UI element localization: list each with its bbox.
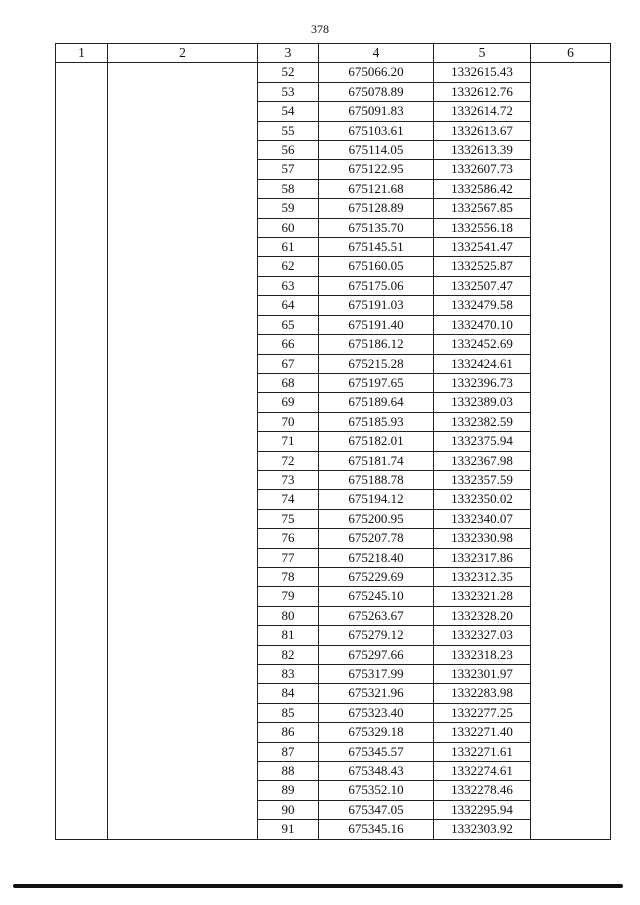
y-coordinate-cell: 1332541.47 — [434, 238, 531, 257]
point-number-cell: 69 — [258, 393, 319, 412]
column-header: 6 — [531, 44, 611, 63]
x-coordinate-cell: 675135.70 — [319, 218, 434, 237]
y-coordinate-cell: 1332330.98 — [434, 529, 531, 548]
x-coordinate-cell: 675175.06 — [319, 276, 434, 295]
x-coordinate-cell: 675348.43 — [319, 762, 434, 781]
y-coordinate-cell: 1332295.94 — [434, 800, 531, 819]
point-number-cell: 70 — [258, 412, 319, 431]
point-number-cell: 74 — [258, 490, 319, 509]
x-coordinate-cell: 675181.74 — [319, 451, 434, 470]
x-coordinate-cell: 675185.93 — [319, 412, 434, 431]
y-coordinate-cell: 1332525.87 — [434, 257, 531, 276]
point-number-cell: 89 — [258, 781, 319, 800]
y-coordinate-cell: 1332375.94 — [434, 432, 531, 451]
y-coordinate-cell: 1332278.46 — [434, 781, 531, 800]
x-coordinate-cell: 675091.83 — [319, 102, 434, 121]
column-header: 3 — [258, 44, 319, 63]
point-number-cell: 57 — [258, 160, 319, 179]
x-coordinate-cell: 675345.57 — [319, 742, 434, 761]
y-coordinate-cell: 1332303.92 — [434, 820, 531, 839]
point-number-cell: 82 — [258, 645, 319, 664]
point-number-cell: 76 — [258, 529, 319, 548]
y-coordinate-cell: 1332389.03 — [434, 393, 531, 412]
coordinates-table — [55, 43, 611, 840]
y-coordinate-cell: 1332301.97 — [434, 665, 531, 684]
point-number-cell: 85 — [258, 703, 319, 722]
point-number-cell: 66 — [258, 335, 319, 354]
x-coordinate-cell: 675191.03 — [319, 296, 434, 315]
y-coordinate-cell: 1332274.61 — [434, 762, 531, 781]
y-coordinate-cell: 1332318.23 — [434, 645, 531, 664]
x-coordinate-cell: 675329.18 — [319, 723, 434, 742]
point-number-cell: 67 — [258, 354, 319, 373]
y-coordinate-cell: 1332321.28 — [434, 587, 531, 606]
bottom-rule — [13, 884, 623, 888]
point-number-cell: 86 — [258, 723, 319, 742]
y-coordinate-cell: 1332452.69 — [434, 335, 531, 354]
y-coordinate-cell: 1332382.59 — [434, 412, 531, 431]
col1-cell — [56, 63, 108, 839]
x-coordinate-cell: 675345.16 — [319, 820, 434, 839]
point-number-cell: 91 — [258, 820, 319, 839]
point-number-cell: 62 — [258, 257, 319, 276]
x-coordinate-cell: 675229.69 — [319, 567, 434, 586]
x-coordinate-cell: 675145.51 — [319, 238, 434, 257]
x-coordinate-cell: 675321.96 — [319, 684, 434, 703]
point-number-cell: 83 — [258, 665, 319, 684]
point-number-cell: 88 — [258, 762, 319, 781]
point-number-cell: 61 — [258, 238, 319, 257]
point-number-cell: 59 — [258, 199, 319, 218]
x-coordinate-cell: 675182.01 — [319, 432, 434, 451]
y-coordinate-cell: 1332340.07 — [434, 509, 531, 528]
x-coordinate-cell: 675215.28 — [319, 354, 434, 373]
y-coordinate-cell: 1332396.73 — [434, 373, 531, 392]
table-row — [56, 63, 611, 82]
y-coordinate-cell: 1332607.73 — [434, 160, 531, 179]
x-coordinate-cell: 675218.40 — [319, 548, 434, 567]
x-coordinate-cell: 675323.40 — [319, 703, 434, 722]
column-header: 5 — [434, 44, 531, 63]
y-coordinate-cell: 1332612.76 — [434, 82, 531, 101]
column-header: 1 — [56, 44, 108, 63]
col2-cell — [108, 63, 258, 839]
y-coordinate-cell: 1332479.58 — [434, 296, 531, 315]
x-coordinate-cell: 675207.78 — [319, 529, 434, 548]
x-coordinate-cell: 675066.20 — [319, 63, 434, 82]
y-coordinate-cell: 1332556.18 — [434, 218, 531, 237]
point-number-cell: 65 — [258, 315, 319, 334]
point-number-cell: 60 — [258, 218, 319, 237]
x-coordinate-cell: 675317.99 — [319, 665, 434, 684]
x-coordinate-cell: 675352.10 — [319, 781, 434, 800]
y-coordinate-cell: 1332271.61 — [434, 742, 531, 761]
point-number-cell: 75 — [258, 509, 319, 528]
point-number-cell: 73 — [258, 470, 319, 489]
y-coordinate-cell: 1332567.85 — [434, 199, 531, 218]
column-header: 4 — [319, 44, 434, 63]
point-number-cell: 64 — [258, 296, 319, 315]
point-number-cell: 71 — [258, 432, 319, 451]
point-number-cell: 72 — [258, 451, 319, 470]
table-header-row — [56, 44, 611, 63]
point-number-cell: 90 — [258, 800, 319, 819]
point-number-cell: 81 — [258, 626, 319, 645]
y-coordinate-cell: 1332328.20 — [434, 606, 531, 625]
column-header: 2 — [108, 44, 258, 63]
x-coordinate-cell: 675200.95 — [319, 509, 434, 528]
x-coordinate-cell: 675191.40 — [319, 315, 434, 334]
x-coordinate-cell: 675188.78 — [319, 470, 434, 489]
x-coordinate-cell: 675189.64 — [319, 393, 434, 412]
point-number-cell: 78 — [258, 567, 319, 586]
point-number-cell: 63 — [258, 276, 319, 295]
x-coordinate-cell: 675103.61 — [319, 121, 434, 140]
point-number-cell: 55 — [258, 121, 319, 140]
point-number-cell: 77 — [258, 548, 319, 567]
y-coordinate-cell: 1332277.25 — [434, 703, 531, 722]
x-coordinate-cell: 675078.89 — [319, 82, 434, 101]
point-number-cell: 53 — [258, 82, 319, 101]
point-number-cell: 54 — [258, 102, 319, 121]
x-coordinate-cell: 675194.12 — [319, 490, 434, 509]
point-number-cell: 58 — [258, 179, 319, 198]
y-coordinate-cell: 1332327.03 — [434, 626, 531, 645]
point-number-cell: 79 — [258, 587, 319, 606]
x-coordinate-cell: 675347.05 — [319, 800, 434, 819]
x-coordinate-cell: 675245.10 — [319, 587, 434, 606]
y-coordinate-cell: 1332613.67 — [434, 121, 531, 140]
x-coordinate-cell: 675186.12 — [319, 335, 434, 354]
x-coordinate-cell: 675121.68 — [319, 179, 434, 198]
x-coordinate-cell: 675197.65 — [319, 373, 434, 392]
y-coordinate-cell: 1332614.72 — [434, 102, 531, 121]
point-number-cell: 87 — [258, 742, 319, 761]
y-coordinate-cell: 1332350.02 — [434, 490, 531, 509]
page-number: 378 — [311, 22, 329, 36]
point-number-cell: 52 — [258, 63, 319, 82]
y-coordinate-cell: 1332470.10 — [434, 315, 531, 334]
y-coordinate-cell: 1332613.39 — [434, 141, 531, 160]
y-coordinate-cell: 1332312.35 — [434, 567, 531, 586]
x-coordinate-cell: 675160.05 — [319, 257, 434, 276]
point-number-cell: 56 — [258, 141, 319, 160]
point-number-cell: 84 — [258, 684, 319, 703]
x-coordinate-cell: 675279.12 — [319, 626, 434, 645]
y-coordinate-cell: 1332271.40 — [434, 723, 531, 742]
y-coordinate-cell: 1332283.98 — [434, 684, 531, 703]
point-number-cell: 80 — [258, 606, 319, 625]
col6-cell — [531, 63, 611, 839]
y-coordinate-cell: 1332357.59 — [434, 470, 531, 489]
y-coordinate-cell: 1332424.61 — [434, 354, 531, 373]
x-coordinate-cell: 675122.95 — [319, 160, 434, 179]
y-coordinate-cell: 1332317.86 — [434, 548, 531, 567]
y-coordinate-cell: 1332507.47 — [434, 276, 531, 295]
y-coordinate-cell: 1332586.42 — [434, 179, 531, 198]
x-coordinate-cell: 675128.89 — [319, 199, 434, 218]
x-coordinate-cell: 675114.05 — [319, 141, 434, 160]
x-coordinate-cell: 675297.66 — [319, 645, 434, 664]
point-number-cell: 68 — [258, 373, 319, 392]
y-coordinate-cell: 1332367.98 — [434, 451, 531, 470]
x-coordinate-cell: 675263.67 — [319, 606, 434, 625]
y-coordinate-cell: 1332615.43 — [434, 63, 531, 82]
